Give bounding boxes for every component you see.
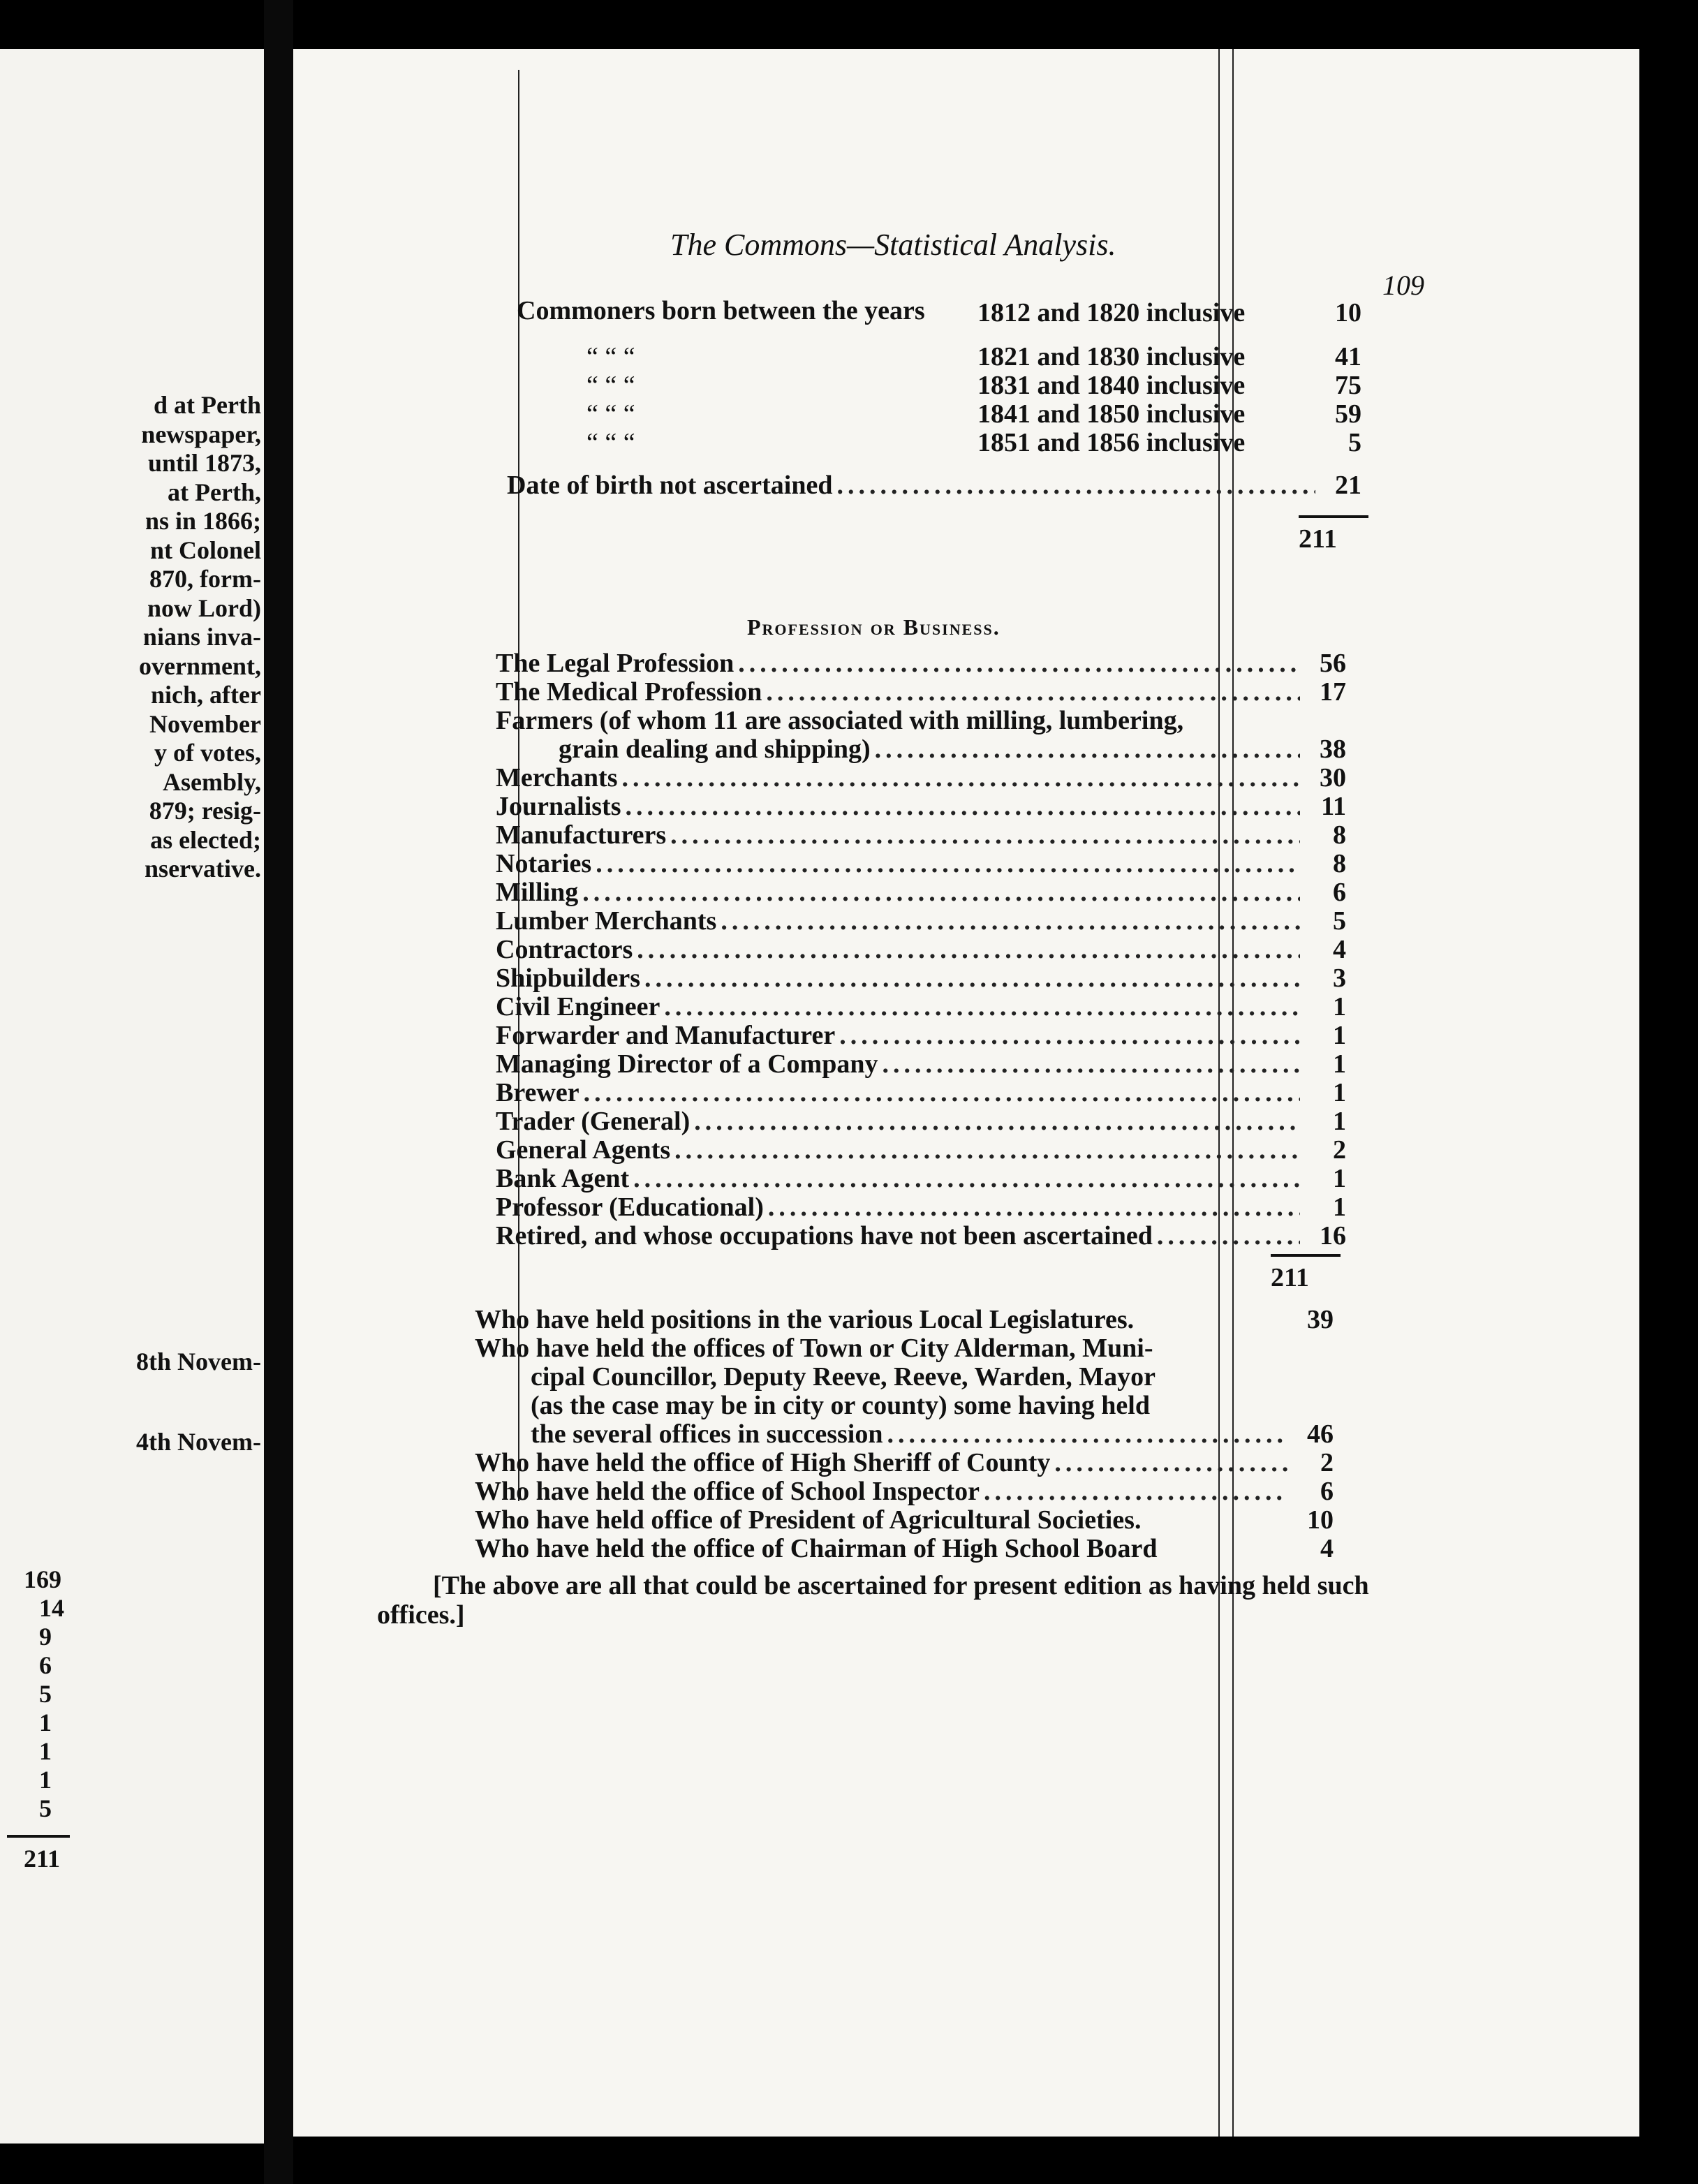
- birth-not-ascertained: [507, 471, 1361, 499]
- leader-dots: [766, 678, 1300, 706]
- left-page-number: 6: [39, 1651, 52, 1679]
- profession-row-value: 1: [1333, 992, 1346, 1021]
- profession-row: [496, 1136, 1346, 1164]
- gutter: [264, 0, 293, 2184]
- profession-row-label: Trader (General): [496, 1107, 691, 1136]
- profession-row-label: Contractors: [496, 935, 633, 964]
- left-page-line: 870, form-: [149, 565, 261, 593]
- profession-total-rule: [1271, 1254, 1341, 1257]
- office-row-value: 6: [1320, 1477, 1334, 1506]
- birth-not-ascertained-label: Date of birth not ascertained: [507, 471, 833, 500]
- page-header: The Commons—Statistical Analysis.: [670, 228, 1116, 262]
- left-page-line: nians inva-: [142, 623, 261, 651]
- left-page-number: 5: [39, 1680, 52, 1708]
- birth-row: [977, 400, 1361, 428]
- leader-dots: [584, 1079, 1300, 1107]
- profession-row-value: 4: [1333, 935, 1346, 964]
- office-row: [531, 1363, 1334, 1391]
- left-page-line: nt Colonel: [149, 536, 261, 564]
- leader-dots: [839, 1021, 1300, 1049]
- left-page-line: d at Perth: [154, 391, 261, 419]
- birth-row-value: 10: [1335, 298, 1361, 327]
- left-page-line: newspaper,: [141, 420, 261, 448]
- leader-dots: [622, 764, 1301, 792]
- profession-row: [496, 1021, 1346, 1049]
- office-row-label: Who have held the office of Chairman of High School Board: [475, 1534, 1158, 1563]
- leader-dots: [721, 907, 1300, 935]
- profession-row: [559, 735, 1346, 763]
- profession-row-value: 5: [1333, 906, 1346, 936]
- left-page-line: nservative.: [145, 855, 261, 883]
- profession-row: [496, 850, 1346, 878]
- leader-dots: [887, 1420, 1287, 1448]
- office-row: [531, 1420, 1334, 1448]
- profession-row-value: 1: [1333, 1193, 1346, 1222]
- profession-row-label: Farmers (of whom 11 are associated with milling, lumbering,: [496, 706, 1184, 735]
- office-row: [475, 1306, 1334, 1334]
- profession-row: [496, 1165, 1346, 1193]
- leader-dots: [644, 964, 1300, 992]
- birth-row: [977, 343, 1361, 371]
- birth-lead: Commoners born between the years: [517, 296, 925, 325]
- left-page-line: 879; resig-: [149, 797, 261, 825]
- profession-row: [496, 1222, 1346, 1250]
- birth-not-ascertained-value: 21: [1335, 471, 1361, 500]
- leader-dots: [664, 993, 1300, 1021]
- profession-row-label: Bank Agent: [496, 1164, 630, 1193]
- office-row-value: 46: [1307, 1419, 1334, 1449]
- left-page-line: Asembly,: [162, 767, 261, 796]
- left-page-number: 14: [39, 1594, 64, 1622]
- profession-row-label: Lumber Merchants: [496, 906, 717, 936]
- profession-row-label: Shipbuilders: [496, 964, 640, 993]
- left-page-line: y of votes,: [154, 739, 261, 767]
- left-page-line: November: [149, 709, 261, 738]
- profession-row: [496, 764, 1346, 792]
- profession-row-value: 56: [1320, 649, 1346, 678]
- profession-row-label: General Agents: [496, 1135, 671, 1165]
- birth-row-value: 41: [1335, 342, 1361, 371]
- profession-row-label: The Medical Profession: [496, 677, 762, 707]
- left-page-line: until 1873,: [147, 449, 261, 477]
- profession-row-value: 1: [1333, 1107, 1346, 1136]
- profession-row-label: Brewer: [496, 1078, 579, 1107]
- office-row-label: cipal Councillor, Deputy Reeve, Reeve, Warden, Mayor: [531, 1362, 1156, 1392]
- office-row: [475, 1535, 1334, 1563]
- left-page-line: now Lord): [147, 593, 261, 622]
- profession-row: [496, 707, 1346, 735]
- birth-row-label: 1812 and 1820 inclusive: [977, 298, 1246, 327]
- office-row-value: 39: [1307, 1305, 1334, 1334]
- office-row: [531, 1392, 1334, 1419]
- profession-row-value: 16: [1320, 1221, 1346, 1250]
- profession-row-value: 11: [1321, 792, 1346, 821]
- left-page-line: overnment,: [139, 651, 261, 680]
- leader-dots: [875, 735, 1300, 763]
- office-row: [475, 1506, 1334, 1534]
- birth-row-label: 1841 and 1850 inclusive: [977, 399, 1246, 429]
- left-page-line: 4th Novem-: [136, 1428, 261, 1456]
- leader-dots: [670, 821, 1300, 849]
- birth-total-rule: [1299, 515, 1368, 518]
- right-page: [293, 49, 1639, 2137]
- office-row-label: (as the case may be in city or county) some having held: [531, 1391, 1150, 1420]
- profession-row: [496, 821, 1346, 849]
- profession-row-label: Civil Engineer: [496, 992, 660, 1021]
- left-page-line: at Perth,: [168, 478, 261, 506]
- profession-row-value: 3: [1333, 964, 1346, 993]
- profession-row-label: Forwarder and Manufacturer: [496, 1021, 836, 1050]
- profession-row: [496, 792, 1346, 820]
- leader-dots: [637, 936, 1300, 964]
- profession-row-label: Merchants: [496, 763, 618, 792]
- left-page-number: 1: [39, 1766, 52, 1794]
- birth-total: 211: [1299, 524, 1337, 554]
- profession-row-label: The Legal Profession: [496, 649, 734, 678]
- birth-row-label: 1851 and 1856 inclusive: [977, 428, 1246, 457]
- leader-dots: [984, 1477, 1287, 1505]
- profession-row: [496, 649, 1346, 677]
- profession-row-value: 8: [1333, 849, 1346, 878]
- profession-row: [496, 1193, 1346, 1221]
- left-page-total: 211: [24, 1845, 61, 1873]
- left-page: [0, 49, 264, 2144]
- left-page-line: 8th Novem-: [136, 1348, 261, 1375]
- leader-dots: [596, 850, 1300, 878]
- leader-dots: [768, 1193, 1300, 1221]
- leader-dots: [836, 471, 1315, 499]
- profession-row: [496, 907, 1346, 935]
- leader-dots: [625, 792, 1300, 820]
- office-row-label: the several offices in succession: [531, 1419, 883, 1449]
- birth-row-value: 59: [1335, 399, 1361, 429]
- profession-row-label: grain dealing and shipping): [559, 735, 871, 764]
- profession-row: [496, 964, 1346, 992]
- left-page-number: 5: [39, 1794, 52, 1822]
- office-row-value: 4: [1320, 1534, 1334, 1563]
- profession-row: [496, 993, 1346, 1021]
- left-page-line: ns in 1866;: [145, 507, 261, 535]
- ditto-marks: “ “ “: [586, 428, 635, 457]
- ditto-marks: “ “ “: [586, 399, 635, 429]
- profession-row-label: Managing Director of a Company: [496, 1049, 878, 1079]
- profession-row-label: Retired, and whose occupations have not been ascertained: [496, 1221, 1153, 1250]
- section-title: Profession or Business.: [747, 614, 1001, 640]
- profession-row: [496, 1107, 1346, 1135]
- leader-dots: [582, 878, 1300, 906]
- profession-row: [496, 878, 1346, 906]
- profession-row-value: 38: [1320, 735, 1346, 764]
- profession-row-value: 2: [1333, 1135, 1346, 1165]
- profession-row-value: 30: [1320, 763, 1346, 792]
- profession-row-label: Manufacturers: [496, 820, 667, 850]
- office-row-label: Who have held positions in the various Local Legislatures.: [475, 1305, 1135, 1334]
- profession-row: [496, 1050, 1346, 1078]
- right-edge: [1639, 0, 1698, 2184]
- birth-row: [977, 299, 1361, 327]
- leader-dots: [1054, 1449, 1287, 1477]
- birth-row-label: 1831 and 1840 inclusive: [977, 371, 1246, 400]
- office-row: [475, 1449, 1334, 1477]
- office-row-value: 10: [1307, 1505, 1334, 1535]
- office-row-label: Who have held the offices of Town or City Alderman, Muni-: [475, 1334, 1153, 1363]
- leader-dots: [738, 649, 1300, 677]
- profession-row-value: 1: [1333, 1078, 1346, 1107]
- leader-dots: [674, 1136, 1300, 1164]
- left-page-number: 9: [39, 1623, 52, 1651]
- office-row-label: Who have held office of President of Agricultural Societies.: [475, 1505, 1142, 1535]
- leader-dots: [1157, 1222, 1300, 1250]
- profession-row-label: Milling: [496, 878, 579, 907]
- left-total-rule: [7, 1835, 70, 1838]
- profession-total: 211: [1271, 1263, 1309, 1292]
- left-page-number: 1: [39, 1737, 52, 1765]
- leader-dots: [882, 1050, 1300, 1078]
- profession-row: [496, 1079, 1346, 1107]
- leader-dots: [633, 1165, 1300, 1193]
- profession-row-label: Professor (Educational): [496, 1193, 764, 1222]
- office-row-label: Who have held the office of High Sheriff of County: [475, 1448, 1051, 1477]
- footnote: [The above are all that could be ascertained for present edition as having held such offices.]: [377, 1571, 1369, 1630]
- profession-row-label: Notaries: [496, 849, 592, 878]
- profession-row: [496, 678, 1346, 706]
- office-row-label: Who have held the office of School Inspector: [475, 1477, 980, 1506]
- profession-row-value: 1: [1333, 1049, 1346, 1079]
- birth-row: [977, 429, 1361, 457]
- office-row: [475, 1477, 1334, 1505]
- ditto-marks: “ “ “: [586, 371, 635, 400]
- office-row-value: 2: [1320, 1448, 1334, 1477]
- page-number: 109: [1382, 270, 1424, 301]
- profession-row-label: Journalists: [496, 792, 621, 821]
- birth-row-value: 75: [1335, 371, 1361, 400]
- profession-row-value: 1: [1333, 1021, 1346, 1050]
- office-row: [475, 1334, 1334, 1362]
- profession-row-value: 8: [1333, 820, 1346, 850]
- left-page-number: 1: [39, 1709, 52, 1736]
- birth-row: [977, 371, 1361, 399]
- left-page-line: nich, after: [151, 681, 261, 709]
- profession-row: [496, 936, 1346, 964]
- ditto-marks: “ “ “: [586, 342, 635, 371]
- profession-row-value: 1: [1333, 1164, 1346, 1193]
- profession-row-value: 6: [1333, 878, 1346, 907]
- birth-row-label: 1821 and 1830 inclusive: [977, 342, 1246, 371]
- left-page-line: as elected;: [150, 825, 261, 854]
- birth-row-value: 5: [1348, 428, 1361, 457]
- leader-dots: [694, 1107, 1300, 1135]
- profession-row-value: 17: [1320, 677, 1346, 707]
- left-page-number: 169: [24, 1565, 61, 1593]
